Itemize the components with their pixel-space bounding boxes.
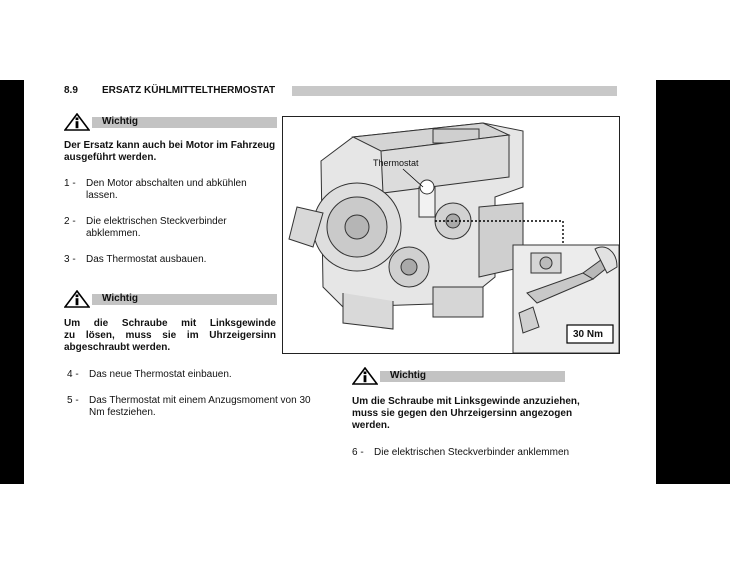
step-text (86, 216, 227, 240)
step-text-line: Nm festziehen. (89, 407, 156, 418)
step-text (86, 178, 247, 202)
step-number: 2 - (64, 216, 76, 227)
warning-triangle-icon (352, 367, 378, 385)
warning-label: Wichtig (390, 370, 427, 381)
step-number: 4 - (67, 369, 79, 380)
step-number: 5 - (67, 395, 79, 406)
hint-line: werden. (352, 420, 390, 431)
step-text-line: Das neue Thermostat einbauen. (89, 369, 232, 380)
warning-box-1 (64, 113, 277, 129)
intro-note-line: Der Ersatz kann auch bei Motor im Fahrzeug (64, 140, 276, 151)
step-text (374, 447, 569, 459)
left-border (0, 80, 24, 484)
hint-line: muss sie gegen den Uhrzeigersinn angezogen (352, 408, 573, 419)
hint-line: Um die Schraube mit Linksgewinde anzuziehen, (352, 396, 580, 407)
warning-box-3 (352, 367, 565, 383)
step-number: 1 - (64, 178, 76, 189)
intro-note-line: ausgeführt werden. (64, 152, 157, 163)
step-number: 6 - (352, 447, 364, 458)
engine-illustration (282, 116, 620, 354)
warning-box-2 (64, 290, 277, 306)
step-text (86, 254, 206, 266)
step-text-line: Das Thermostat ausbauen. (86, 254, 207, 265)
left-hint-note (64, 318, 276, 354)
right-hint-note (352, 396, 580, 432)
step-text-line: lassen. (86, 190, 118, 201)
right-border (656, 80, 730, 484)
step-text (89, 395, 334, 419)
step-text-line: Den Motor abschalten und abkühlen (86, 178, 247, 189)
warning-triangle-icon (64, 290, 90, 308)
engine-drawing (283, 117, 619, 353)
hint-line: Um die Schraube mit Linksgewinde (64, 318, 276, 329)
step-text-line: Die elektrischen Steckverbinder (86, 216, 227, 227)
step-text (89, 369, 232, 381)
step-text-line: Die elektrischen Steckverbinder anklemmen (374, 447, 570, 458)
title-bar (292, 86, 617, 96)
hint-line: zu lösen, muss sie im Uhrzeigersinn (64, 330, 276, 341)
warning-label: Wichtig (102, 116, 139, 127)
warning-label: Wichtig (102, 293, 139, 304)
warning-triangle-icon (64, 113, 90, 131)
section-number: 8.9 (64, 85, 78, 96)
section-title: ERSATZ KÜHLMITTELTHERMOSTAT (102, 85, 276, 96)
torque-label: 30 Nm (573, 329, 604, 340)
step-text-line: abklemmen. (86, 228, 141, 239)
thermostat-label: Thermostat (373, 158, 419, 168)
intro-note (64, 140, 275, 164)
hint-line: abgeschraubt werden. (64, 342, 171, 353)
step-number: 3 - (64, 254, 76, 265)
step-text-line: Das Thermostat mit einem Anzugsmoment von 30 (89, 395, 311, 406)
